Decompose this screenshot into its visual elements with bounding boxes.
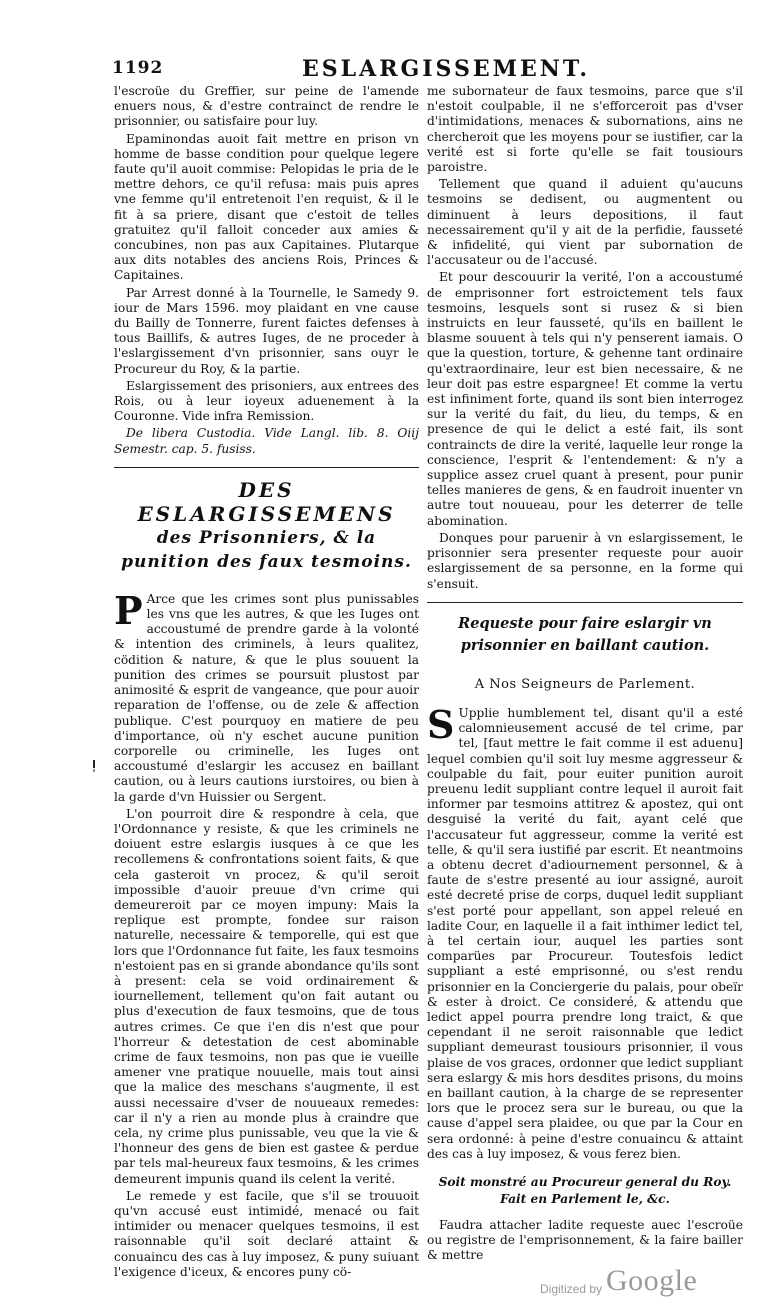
paragraph: me subornateur de faux tesmoins, parce que s'il n'estoit coulpable, il ne s'efforceroit pas d'vser d'intimidations, menaces & subornations, ains ne chercheroit que les moyens pour se iustifier, car la verité est si forte qu'elle se fait tousiours paroistre. [427,84,743,175]
google-logo: Google [606,1264,698,1297]
paragraph: Le remede y est facile, que s'il se trouuoit qu'vn accusé eust intimidé, menacé ou fait intimider ou menacer quelques tesmoins, il est raisonnable qu'il soit declaré attaint & conuaincu des cas à luy imposez, & puny suiuant l'exigence d'iceux, & encores puny cö- [114,1188,419,1279]
section-title-line2: des Prisonniers, & la punition des faux tesmoins. [121,527,412,572]
paragraph: Donques pour paruenir à vn eslargissement, le prisonnier sera presenter requeste pour auoir eslargissement de sa personne, en la forme qui s'ensuit. [427,530,743,591]
section-divider [427,602,743,603]
page-header [112,58,742,84]
drop-cap: S [427,701,455,747]
running-title: ESLARGISSEMENT. [302,56,591,82]
paragraph: Epaminondas auoit fait mettre en prison vn homme de basse condition pour quelque legere faute qu'il auoit commise: Pelopidas le pria de le mettre dehors, ce qu'il refusa: mais puis apres vne femme qu'il entretenoit l'en requist, & il le fit à sa priere, disant que c'estoit de telles gratuitez qu'il falloit conceder aux amies & concubines, non pas aux Capitaines. Plutarque aux dits notables des anciens Rois, Princes & Capitaines. [114,131,419,283]
paragraph: Tellement que quand il aduient qu'aucuns tesmoins se dedisent, ou augmentent ou diminuent à leurs depositions, il faut necessairement qu'il y ait de la perfidie, fausseté & infidelité, qui vient par subornation de l'accusateur ou de l'accusé. [427,177,743,268]
margin-ink-mark-icon [90,760,98,772]
paragraph: S Upplie humblement tel, disant qu'il a esté calomnieusement accusé de tel crime, par tel, [faut mettre le fait comme il est aduenu] lequel combien qu'il soit luy mesme aggresseur & coulpable du fait, pour euiter punition auroit preuenu ledit suppliant contre lequel il auroit fait informer par tesmoins attitrez & apostez, qui ont desguisé la verité du fait, ayant celé que l'accusateur fut aggresseur, comme la verité est telle, & qu'il sera iustifié par escrit. Et neantmoins a obtenu decret d'adiournement personnel, & à faute de s'estre presenté au iour assigné, auroit esté decreté prise de corps, duquel ledit suppliant s'est porté pour appellant, son appel releué en ladite Cour, en laquelle il a fait inthimer ledict tel, à tel certain iour, auquel les parties sont comparües par Procureur. Toutesfois ledict suppliant a esté emprisonné, ou s'est rendu prisonnier en la Conciergerie du palais, pour obeïr & ester à droict. Ce consideré, & attendu que ledict appel pourra prendre long traict, & que cependant il ne seroit raisonnable que ledict suppliant demeurast tousiours prisonnier, il vous plaise de vos graces, ordonner que ledict suppliant sera eslargy & mis hors desdites prisons, du moins en baillant caution, à la charge de se representer lors que le procez sera sur le bureau, ou que la cause d'appel sera plaidee, ou que par la Cour en sera ordonné: à peine d'estre conuaincu & attaint des cas à luy imposez, & vous ferez bien. [427,701,743,1161]
right-column [427,84,743,1266]
paragraph: P Arce que les crimes sont plus punissables les vns que les autres, & que les Iuges ont accoustumé de prendre garde à la volonté & intention des criminels, à leurs qualitez, cödition & nature, & que le plus souuent la punition des crimes se poursuit plustost par animosité & esprit de vangeance, que pour auoir reparation de l'offense, ou de zele & affection publique. C'est pourquoy en matiere de peu d'importance, où n'y eschet aucune punition corporelle ou criminelle, les Iuges ont accoustumé d'eslargir les accusez en baillant caution, ou à leurs cautions iurstoires, ou bien à la garde d'vn Huissier ou Sergent. [114,587,419,804]
digitized-label: Digitized by [540,1282,603,1296]
paragraph: L'on pourroit dire & respondre à cela, que l'Ordonnance y resiste, & que les criminels ne doiuent estre eslargis iusques à ce que les recollemens & confrontations soient faits, & que cela gasteroit vn procez, & qu'il seroit impossible d'auoir preuue d'vn crime qui demeureroit par ce moyen impuny: Mais la replique est prompte, fondee sur raison naturelle, necessaire & temporelle, qui est que lors que l'Ordonnance fut faite, les faux tesmoins n'estoient pas en si grande abondance qu'ils sont à present: cela se void ordinairement & iournellement, tellement qu'on fait autant ou plus d'execution de faux tesmoins, que de tous autres crimes. Ce que i'en dis n'est que pour l'horreur & detestation de cest abominable crime de faux tesmoins, non pas que ie vueille amener vne pratique nouuelle, mais tout ainsi que la malice des meschans s'augmente, il est aussi necessaire d'vser de nouueaux remedes: car il n'y a rien au monde plus à craindre que cela, ny crime plus punissable, veu que la vie & l'honneur des gens de bien est gastee & perdue par tels mal-heureux faux tesmoins, & les crimes demeurent impunis quand ils celent la verité. [114,806,419,1186]
paragraph: Faudra attacher ladite requeste auec l'escroüe ou registre de l'emprisonnement, & la faire bailler & mettre [427,1218,743,1263]
section-title-line1: DES ESLARGISSEMENS [137,477,396,526]
order-line: Soit monstré au Procureur general du Roy. Fait en Parlement le, &c. [438,1175,732,1206]
paragraph: Et pour descouurir la verité, l'on a accoustumé de emprisonner fort estroictement tels faux tesmoins, lesquels sont si rusez & si bien instruicts en leur fausseté, qu'ils en baillent le blasme souuent à tels qui n'y penserent iamais. O que la question, torture, & gehenne tant ordinaire qu'extraordinaire, leur est bien necessaire, & ne leur doit pas estre espargnee! Et comme la vertu est infiniment forte, quand ils sont bien interrogez sur la verité du fait, du lieu, du temps, & en presence de qui le delict a esté fait, ils sont contraincts de dire la verité, laquelle leur ronge la conscience, l'esprit & l'entendement: & n'y a supplice assez cruel quant à present, pour punir telles manieres de gens, & en faudroit inuenter vn autre tout nouueau, pour les deterrer de telle abomination. [427,270,743,528]
paragraph: Par Arrest donné à la Tournelle, le Samedy 9. iour de Mars 1596. moy plaidant en vne cause du Bailly de Tonnerre, furent faictes defenses à tous Baillifs, & autres Iuges, de ne proceder à l'eslargissement d'vn prisonnier, sans ouyr le Procureur du Roy, & la partie. [114,285,419,376]
request-title: Requeste pour faire eslargir vn prisonnier en baillant caution. [458,614,712,654]
section-divider [114,467,419,468]
left-column [114,84,419,1282]
page-number: 1192 [112,58,164,78]
drop-cap: P [114,587,143,633]
paragraph: Eslargissement des prisoniers, aux entrees des Rois, ou à leur ioyeux aduenement à la Couronne. Vide infra Remission. [114,378,419,424]
section-title [114,478,419,574]
digitized-by-footer [540,1264,750,1304]
citation: De libera Custodia. Vide Langl. lib. 8. Oiij Semestr. cap. 5. fusiss. [114,426,419,456]
address-line: A Nos Seigneurs de Parlement. [474,676,696,692]
paragraph: l'escroüe du Greffier, sur peine de l'amende enuers nous, & d'estre contrainct de rendre le prisonnier, ou satisfaire pour luy. [114,84,419,129]
